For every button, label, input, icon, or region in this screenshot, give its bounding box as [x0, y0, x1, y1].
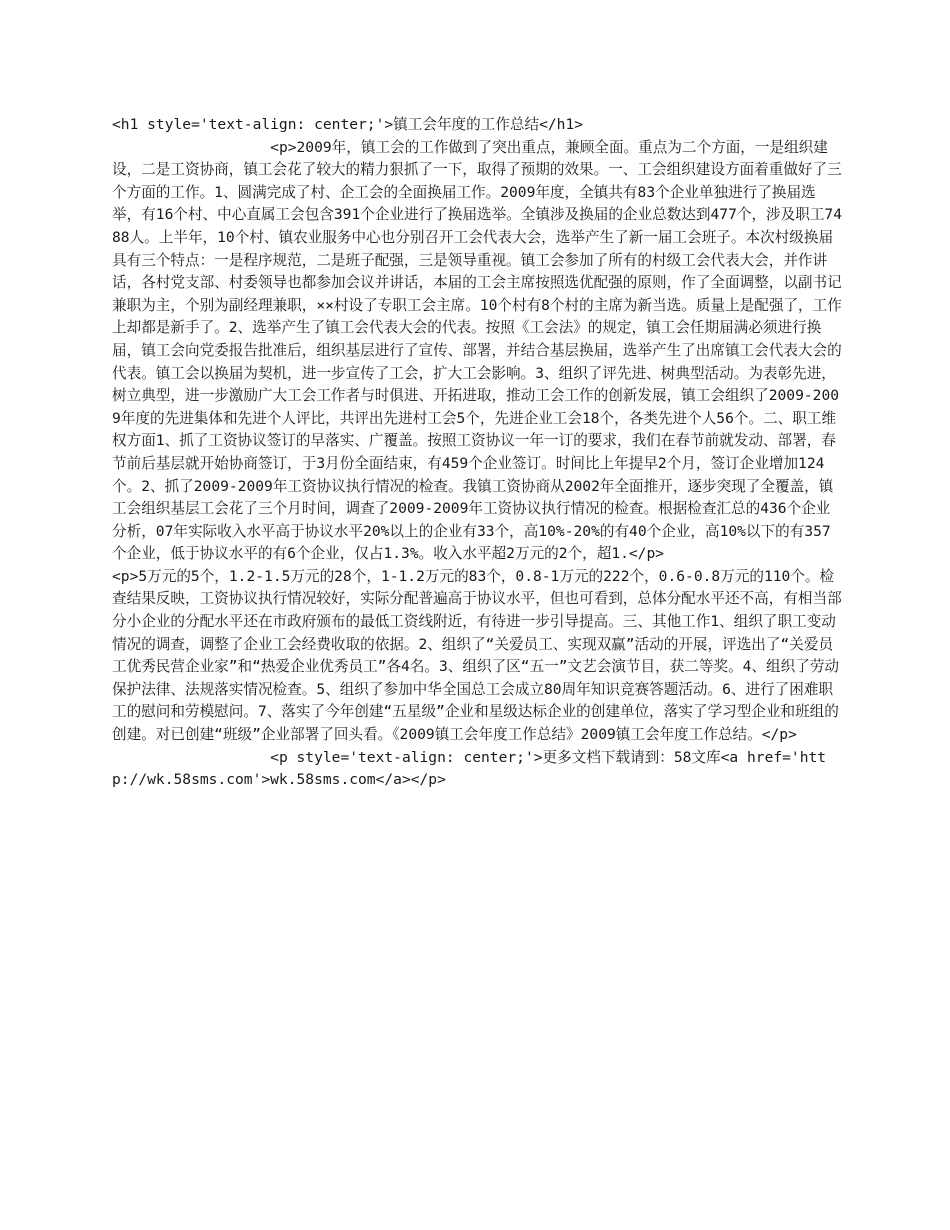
document-page [112, 114, 844, 792]
heading-markup-text: <h1 style='text-align: center;'>镇工会年度的工作总结</h1> [112, 116, 584, 133]
body-paragraph-1: <p>2009年，镇工会的工作做到了突出重点，兼顾全面。重点为二个方面，一是组织建设，二是工资协商，镇工会花了较大的精力狠抓了一下，取得了预期的效果。一、工会组织建设方面着重做好了三个方面的工作。1、圆满完成了村、企工会的全面换届工作。2009年度，全镇共有83个企业单独进行了换届选举，有16个村、中心直属工会包含391个企业进行了换届选举。全镇涉及换届的企业总数达到477个，涉及职工7488人。上半年，10个村、镇农业服务中心也分别召开工会代表大会，选举产生了新一届工会班子。本次村级换届具有三个特点：一是程序规范，二是班子配强，三是领导重视。镇工会参加了所有的村级工会代表大会，并作讲话，各村党支部、村委领导也都参加会议并讲话，本届的工会主席按照选优配强的原则，作了全面调整，以副书记兼职为主，个别为副经理兼职，××村设了专职工会主席。10个村有8个村的主席为新当选。质量上是配强了，工作上却都是新手了。2、选举产生了镇工会代表大会的代表。按照《工会法》的规定，镇工会任期届满必须进行换届，镇工会向党委报告批准后，组织基层进行了宣传、部署，并结合基层换届，选举产生了出席镇工会代表大会的代表。镇工会以换届为契机，进一步宣传了工会，扩大工会影响。3、组织了评先进、树典型活动。为表彰先进，树立典型，进一步激励广大工会工作者与时俱进、开拓进取，推动工会工作的创新发展，镇工会组织了2009-2009年度的先进集体和先进个人评比，共评出先进村工会5个，先进企业工会18个，各类先进个人56个。二、职工维权方面1、抓了工资协议签订的早落实、广覆盖。按照工资协议一年一订的要求，我们在春节前就发动、部署，春节前后基层就开始协商签订，于3月份全面结束，有459个企业签订。时间比上年提早2个月，签订企业增加124个。2、抓了2009-2009年工资协议执行情况的检查。我镇工资协商从2002年全面推开，逐步突现了全覆盖，镇工会组织基层工会花了三个月时间，调查了2009-2009年工资协议执行情况的检查。根据检查汇总的436个企业分析，07年实际收入水平高于协议水平20%以上的企业有33个，高10%-20%的有40个企业，高10%以下的有357个企业，低于协议水平的有6个企业，仅占1.3%。收入水平超2万元的2个，超1.</p> [112, 138, 842, 563]
footer-download-text: <p style='text-align: center;'>更多文档下载请到：58文库<a href='http://wk.58sms.com'>wk.58sms.com</a></p> [112, 748, 827, 789]
body-paragraph-2: <p>5万元的5个，1.2-1.5万元的28个，1-1.2万元的83个，0.8-1万元的222个，0.6-0.8万元的110个。检查结果反映，工资协议执行情况较好，实际分配普遍高于协议水平，但也可看到，总体分配水平还不高，有相当部分小企业的分配水平还在市政府颁布的最低工资线附近，有待进一步引导提高。三、其他工作1、组织了职工变动情况的调查，调整了企业工会经费收取的依据。2、组织了“关爱员工、实现双赢”活动的开展，评选出了“关爱员工优秀民营企业家”和“热爱企业优秀员工”各4名。3、组织了区“五一”文艺会演节目，获二等奖。4、组织了劳动保护法律、法规落实情况检查。5、组织了参加中华全国总工会成立80周年知识竞赛答题活动。6、进行了困难职工的慰问和劳模慰问。7、落实了今年创建“五星级”企业和星级达标企业的创建单位，落实了学习型企业和班组的创建。对已创建“班级”企业部署了回头看。《2009镇工会年度工作总结》2009镇工会年度工作总结。</p> [112, 567, 842, 744]
